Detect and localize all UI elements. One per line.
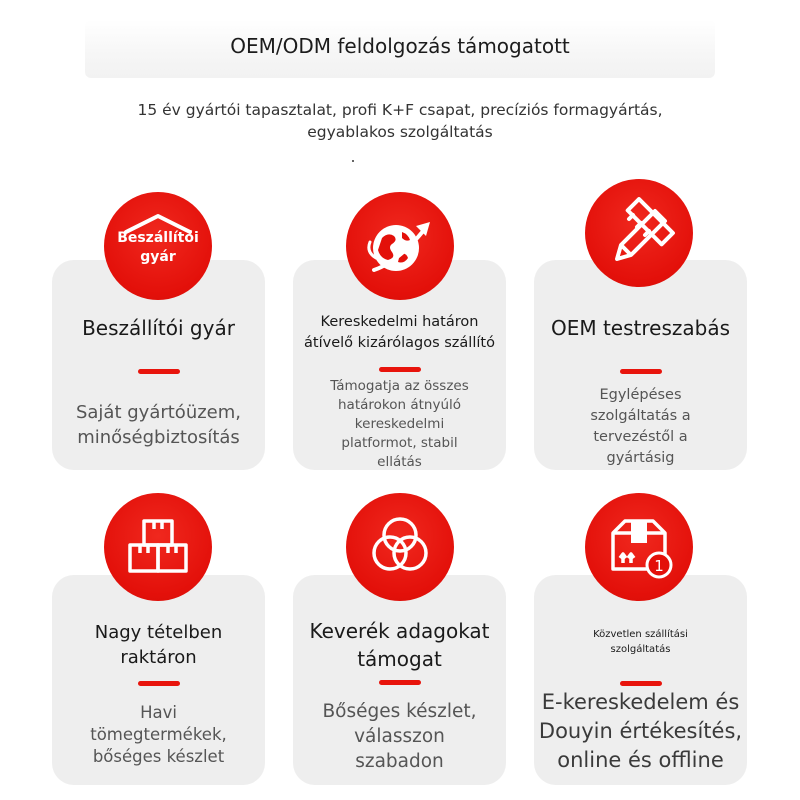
title-line: Nagy tételben bbox=[94, 622, 223, 643]
feature-title: OEM testreszabás bbox=[550, 316, 731, 340]
description-line: Támogatja az összes bbox=[330, 378, 469, 394]
subtitle-line: egyablakos szolgáltatás bbox=[307, 123, 493, 141]
stacked-boxes-icon bbox=[104, 493, 212, 601]
description-line: platformot, stabil bbox=[341, 435, 458, 451]
feature-title bbox=[293, 617, 506, 673]
accent-bar bbox=[620, 681, 662, 686]
description-line: Saját gyártóüzem, bbox=[75, 402, 242, 423]
accent-bar bbox=[379, 680, 421, 685]
description-line: kereskedelmi bbox=[354, 416, 445, 432]
feature-title bbox=[52, 620, 265, 670]
title-line: átívelő kizárólagos szállító bbox=[304, 335, 495, 351]
feature-description bbox=[293, 699, 506, 774]
overlapping-circles-icon bbox=[346, 493, 454, 601]
title-line: raktáron bbox=[120, 647, 197, 668]
accent-bar bbox=[379, 367, 421, 372]
factory-roof-icon bbox=[104, 192, 212, 300]
feature-title bbox=[293, 312, 506, 354]
page-title: OEM/ODM feldolgozás támogatott bbox=[230, 34, 570, 58]
description-line: Bőséges készlet, bbox=[322, 701, 477, 722]
feature-description bbox=[52, 702, 265, 768]
title-line: Keverék adagokat bbox=[309, 619, 490, 643]
feature-title: Beszállítói gyár bbox=[82, 316, 235, 340]
feature-title bbox=[534, 627, 747, 657]
description-line: ellátás bbox=[377, 454, 422, 470]
description-line: Egylépéses bbox=[599, 387, 682, 403]
title-line: támogat bbox=[357, 647, 442, 671]
accent-bar bbox=[138, 369, 180, 374]
shipping-box-icon bbox=[585, 493, 693, 601]
badge-label: gyár bbox=[140, 249, 176, 265]
feature-description bbox=[52, 400, 265, 450]
feature-description bbox=[528, 688, 753, 775]
accent-bar bbox=[620, 369, 662, 374]
description-line: E-kereskedelem és bbox=[541, 690, 740, 714]
description-line: tervezéstől a bbox=[593, 429, 688, 445]
description-line: minőségbiztosítás bbox=[77, 427, 240, 448]
description-line: Douyin értékesítés, bbox=[538, 719, 743, 743]
badge-number: 1 bbox=[654, 557, 664, 575]
description-line: válasszon bbox=[354, 726, 445, 747]
description-line: határokon átnyúló bbox=[337, 397, 462, 413]
badge-label: Beszállítói bbox=[117, 230, 199, 246]
pencil-ruler-icon bbox=[585, 179, 693, 287]
feature-description bbox=[534, 385, 747, 469]
page-subtitle bbox=[100, 99, 700, 143]
description-line: tömegtermékek, bbox=[90, 725, 227, 744]
title-line: Közvetlen szállítási bbox=[593, 629, 688, 640]
description-line: online és offline bbox=[557, 748, 724, 772]
title-line: szolgáltatás bbox=[610, 644, 671, 655]
title-line: Kereskedelmi határon bbox=[320, 314, 479, 330]
accent-bar bbox=[138, 681, 180, 686]
description-line: Havi bbox=[140, 703, 177, 722]
description-line: szabadon bbox=[355, 751, 444, 772]
description-line: szolgáltatás a bbox=[590, 408, 691, 424]
globe-arrow-icon bbox=[346, 192, 454, 300]
decorative-dot bbox=[352, 160, 354, 162]
description-line: gyártásig bbox=[606, 450, 675, 466]
description-line: bőséges készlet bbox=[92, 747, 225, 766]
feature-description bbox=[293, 377, 506, 472]
subtitle-line: 15 év gyártói tapasztalat, profi K+F csapat, precíziós formagyártás, bbox=[137, 101, 663, 119]
